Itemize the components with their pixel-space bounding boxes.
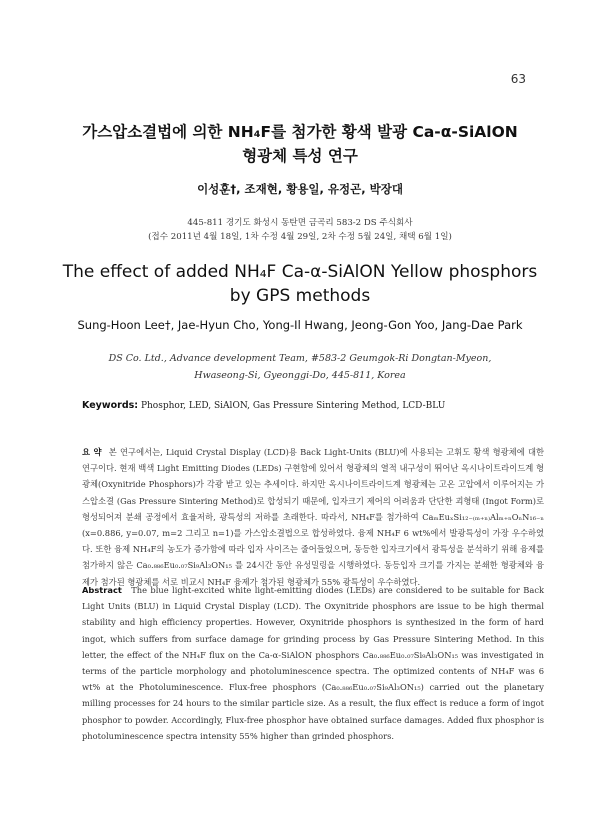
korean-title-line2: 형광체 특성 연구 bbox=[242, 147, 358, 165]
keywords bbox=[82, 399, 542, 413]
korean-affiliation bbox=[40, 216, 560, 244]
english-abstract-label: Abstract bbox=[82, 585, 122, 595]
page-number: 63 bbox=[510, 72, 526, 86]
korean-authors: 이성훈†, 조재현, 황용일, 유정곤, 박장대 bbox=[197, 182, 403, 196]
keywords-label: Keywords: bbox=[82, 400, 139, 411]
english-affiliation-line1: DS Co. Ltd., Advance development Team, #583-2 Geumgok-Ri Dongtan-Myeon, bbox=[108, 353, 492, 364]
korean-abstract-text: 본 연구에서는, Liquid Crystal Display (LCD)용 Back Light-Units (BLU)에 사용되는 고휘도 황색 형광체에 대한 연구이다. 현재 백색 Light Emitting Diodes (LEDs) 구현함에 있어서 형광체의 열적 내구성이 뛰어난 옥시나이트라이드계 형광체(Oxynitride Phosphors)가 각광 받고 있는 추세이다. 하지만 옥시나이트라이드계 형광체는 고온 고압에서 이루어지는 가스압소결 (Gas Pressure Sintering Method)로 합성되기 때문에, 입자크기 제어의 어려움과 단단한 괴형태 (Ingot Form)로 형성되어져 분쇄 공정에서 효율저하, 광특성의 저하를 초래한다. 따라서, NH₄F를 첨가하여 CaₘEuₓSi₁₂₋₍ₘ₊ₙ₎Alₘ₊ₙOₙN₁₆₋ₙ (x=0.886, y=0.07, m=2 그리고 n=1)를 가스압소결법으로 합성하였다. 융제 NH₄F 6 wt%에서 발광특성이 가장 우수하였다. 또한 융제 NH₄F의 농도가 증가함에 따라 입자 사이즈는 줄어들었으며, 동등한 입자크기에서 광특성을 분석하기 위해 융제를 첨가하지 않은 Ca₀.₈₈₆Eu₀.₀₇Si₉Al₃ON₁₅ 를 24시간 동안 유성밀링을 시행하였다. 동등입자 크기를 가지는 분쇄한 형광체와 융제가 첨가된 형광체를 서로 비교시 NH₄F 융제가 첨가된 형광체가 55% 광특성이 우수하였다. bbox=[82, 447, 544, 587]
korean-title bbox=[40, 120, 560, 168]
korean-title-line1: 가스압소결법에 의한 NH₄F를 첨가한 황색 발광 Ca-α-SiAlON bbox=[82, 123, 518, 141]
english-abstract bbox=[82, 582, 544, 744]
korean-affiliation-dates: (접수 2011년 4월 18일, 1차 수정 4월 29일, 2차 수정 5월 24일, 채택 6월 1일) bbox=[148, 232, 452, 242]
english-abstract-text: The blue light-excited white light-emitting diodes (LEDs) are considered to be suitable for Back Light Units (BLU) in Liquid Crystal Display (LCD). The Oxynitride phosphors are issue to be high thermal stability and high efficiency properties. However, Oxynitride phosphors is synthesized in the form of hard ingot, which suffers from surface damage for grinding process by Gas Pressure Sintering Method. In this letter, the effect of the NH₄F flux on the Ca-α-SiAlON phosphors Ca₀.₈₈₆Eu₀.₀₇Si₉Al₃ON₁₅ was investigated in terms of the particle morphology and photoluminescence spectra. The optimized contents of NH₄F was 6 wt% at the Photoluminescence. Flux-free phosphors (Ca₀.₈₈₆Eu₀.₀₇Si₉Al₃ON₁₅) carried out the planetary milling processes for 24 hours to the similar particle size. As a result, the flux effect is reduce a form of ingot phosphor to powder. Accordingly, Flux-free phosphor have obtained surface damages. Added flux phosphor is photoluminescence spectra intensity 55% higher than grinded phosphors. bbox=[82, 585, 545, 741]
english-title-line2: by GPS methods bbox=[229, 286, 371, 306]
english-affiliation bbox=[40, 350, 560, 384]
korean-abstract bbox=[82, 444, 544, 590]
english-title-line1: The effect of added NH₄F Ca-α-SiAlON Yellow phosphors bbox=[62, 262, 538, 282]
korean-abstract-label: 요 약 bbox=[82, 447, 102, 457]
english-authors: Sung-Hoon Lee†, Jae-Hyun Cho, Yong-Il Hwang, Jeong-Gon Yoo, Jang-Dae Park bbox=[77, 318, 523, 332]
english-affiliation-line2: Hwaseong-Si, Gyeonggi-Do, 445-811, Korea bbox=[194, 370, 406, 381]
english-title bbox=[40, 260, 560, 308]
korean-affiliation-address: 445-811 경기도 화성시 동탄면 금곡리 583-2 DS 주식회사 bbox=[187, 218, 413, 228]
keywords-text: Phosphor, LED, SiAlON, Gas Pressure Sintering Method, LCD-BLU bbox=[140, 401, 446, 411]
